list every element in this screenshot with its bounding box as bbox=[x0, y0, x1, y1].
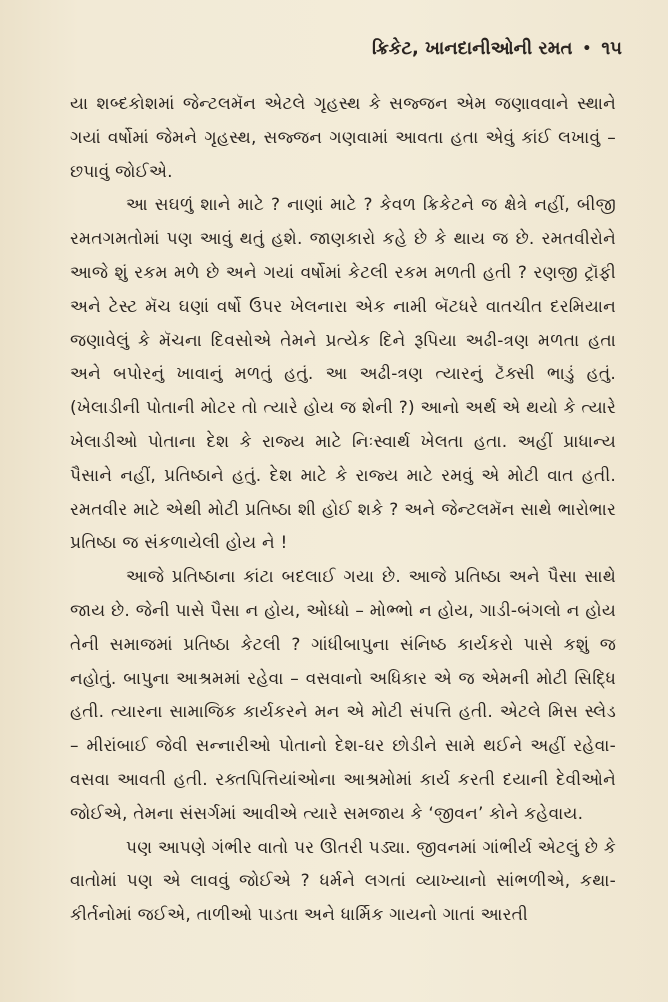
bullet-separator: • bbox=[582, 41, 592, 57]
paragraph: આ સઘળું શાને માટે ? નાણાં માટે ? કેવળ ક્રિકેટને જ ક્ષેત્રે નહીં, બીજી રમતગમતોમાં પણ આવું થતું હશે. જાણકારો કહે છે કે થાય જ છે. રમતવીરોને આજે શું રકમ મળે છે અને ગયાં વર્ષોમાં કેટલી રકમ મળતી હતી ? રણજી ટ્રૉફી અને ટેસ્ટ મૅચ ઘણાં વર્ષો ઉપર ખેલનારા એક નામી બૅટધરે વાતચીત દરમિયાન જણાવેલું કે મૅચના દિવસોએ તેમને પ્રત્યેક દિને રૂપિયા અઢી-ત્રણ મળતા હતા અને બપોરનું ખાવાનું મળતું હતું. આ અઢી-ત્રણ ત્યારનું ટૅક્સી ભાડું હતું. (ખેલાડીની પોતાની મોટર તો ત્યારે હોય જ શેની ?) આનો અર્થ એ થયો કે ત્યારે ખેલાડીઓ પોતાના દેશ કે રાજ્ય માટે નિઃસ્વાર્થ ખેલતા હતા. અહીં પ્રાધાન્ય પૈસાને નહીં, પ્રતિષ્ઠાને હતું. દેશ માટે કે રાજ્ય માટે રમવું એ મોટી વાત હતી. રમતવીર માટે એથી મોટી પ્રતિષ્ઠા શી હોઈ શકે ? અને જેન્ટલમૅન સાથે ભારોભાર પ્રતિષ્ઠા જ સંકળાયેલી હોય ને ! bbox=[70, 195, 616, 554]
page-number: ૧૫ bbox=[601, 38, 622, 59]
page-body bbox=[70, 88, 616, 933]
paragraph: આજે પ્રતિષ્ઠાના કાંટા બદલાઈ ગયા છે. આજે પ્રતિષ્ઠા અને પૈસા સાથે જાય છે. જેની પાસે પૈસા ન હોય, ઓધ્ધો – મોભ્ભો ન હોય, ગાડી-બંગલો ન હોય તેની સમાજમાં પ્રતિષ્ઠા કેટલી ? ગાંધીબાપુના સંનિષ્ઠ કાર્યકરો પાસે કશું જ નહોતું. બાપુના આશ્રમમાં રહેવા – વસવાનો અધિકાર એ જ એમની મોટી સિદ્ધિ હતી. ત્યારના સામાજિક કાર્યકરને મન એ મોટી સંપત્તિ હતી. એટલે મિસ સ્લેડ – મીરાંબાઈ જેવી સન્નારીઓ પોતાનો દેશ-ઘર છોડીને સામે થઈને અહીં રહેવા-વસવા આવતી હતી. રક્તપિત્તિયાંઓના આશ્રમોમાં કાર્ય કરતી દયાની દેવીઓને જોઈએ, તેમના સંસર્ગમાં આવીએ ત્યારે સમજાય કે ‘જીવન’ કોને કહેવાય. bbox=[70, 567, 616, 824]
paragraph-continuation: યા શબ્દકોશમાં જેન્ટલમૅન એટલે ગૃહસ્થ કે સજ્જન એમ જણાવવાને સ્થાને ગયાં વર્ષોમાં જેમને ગૃહસ્થ, સજ્જન ગણવામાં આવતા હતા એવું કાંઈ લખાવું – છપાવું જોઈએ. bbox=[70, 94, 616, 182]
paragraph: પણ આપણે ગંભીર વાતો પર ઊતરી પડ્યા. જીવનમાં ગાંભીર્ય એટલું છે કે વાતોમાં પણ એ લાવવું જોઈએ ? ધર્મને લગતાં વ્યાખ્યાનો સાંભળીએ, કથા-કીર્તનોમાં જઈએ, તાળીઓ પાડતા અને ધાર્મિક ગાયનો ગાતાં આરતી bbox=[70, 837, 616, 926]
chapter-title: ક્રિકેટ, ખાનદાનીઓની રમત bbox=[372, 38, 573, 59]
running-header bbox=[60, 36, 622, 62]
